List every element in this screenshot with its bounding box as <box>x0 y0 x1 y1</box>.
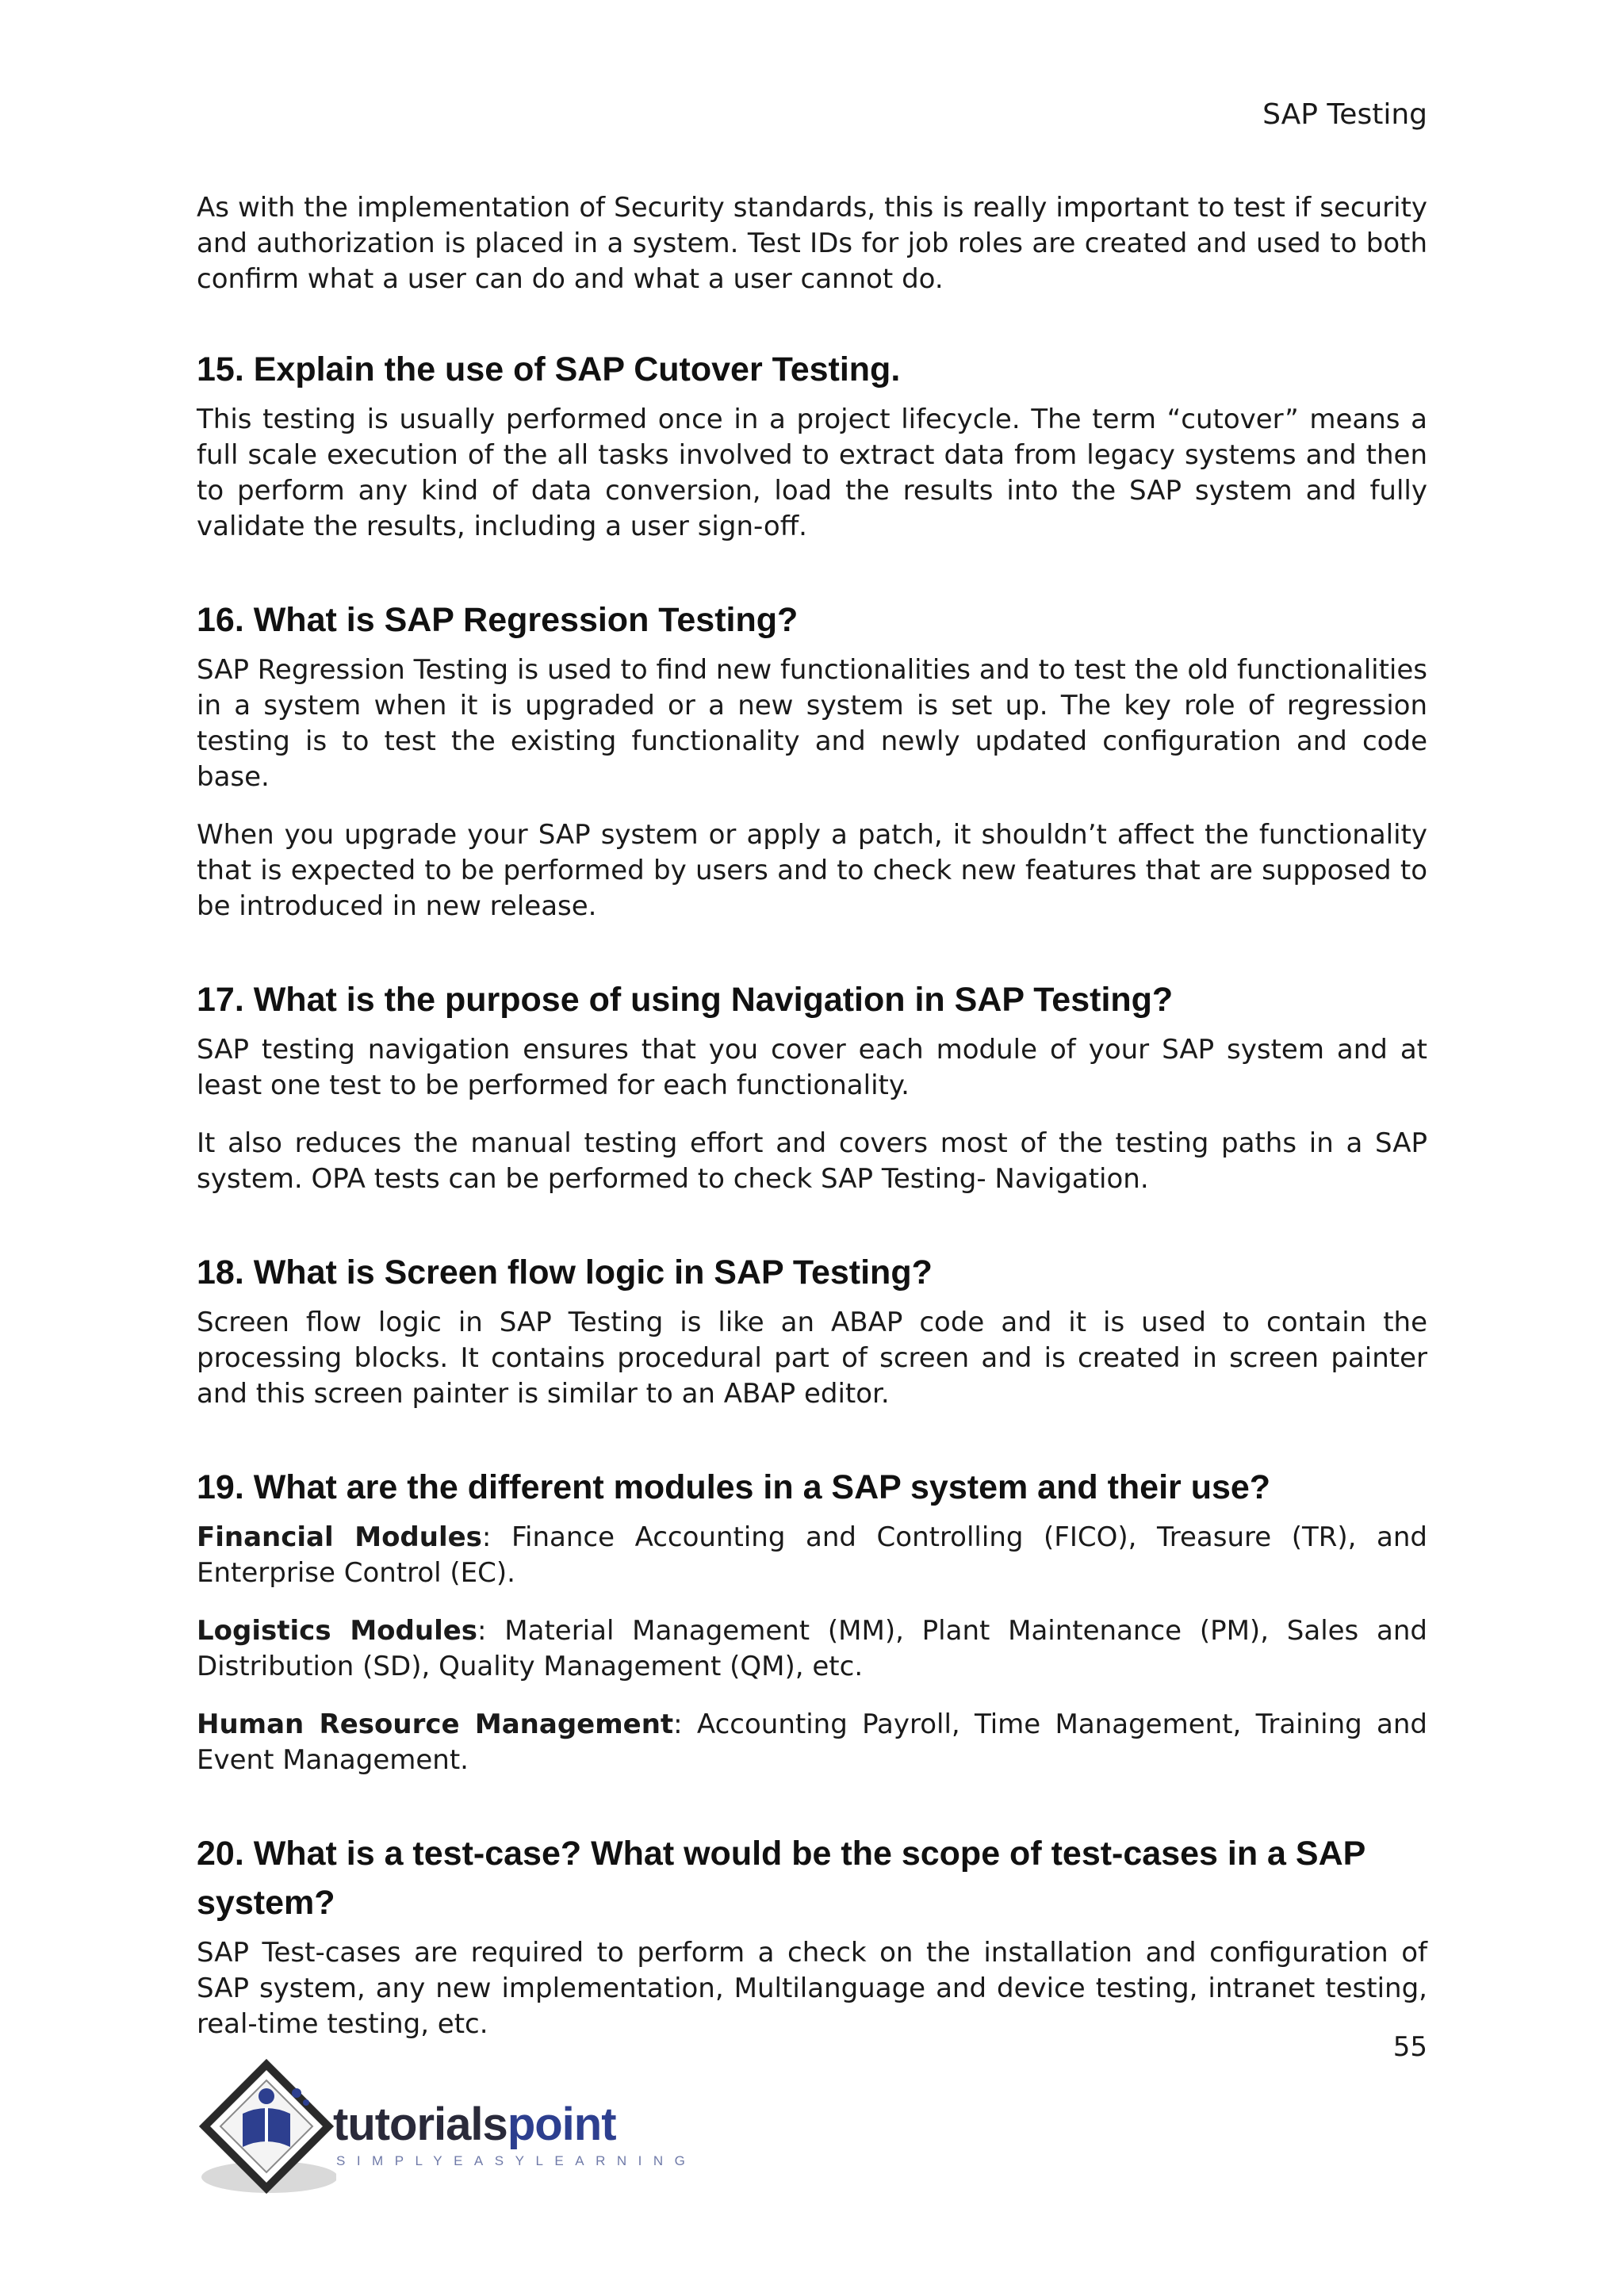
module-description: : Finance Accounting and Controlling (FICO), Treasure (TR), and Enterprise Control (EC). <box>197 1521 1427 1589</box>
logo-mark-icon <box>193 2058 336 2201</box>
section-19 <box>197 1463 1427 1778</box>
section-heading: 20. What is a test-case? What would be the scope of test-cases in a SAP system? <box>197 1835 1365 1922</box>
section-paragraph: SAP Test-cases are required to perform a check on the installation and configuration of SAP system, any new implementation, Multilanguage and device testing, intranet testing, real-time testing, etc. <box>197 1937 1427 2040</box>
section-paragraph: Screen flow logic in SAP Testing is like an ABAP code and it is used to contain the processing blocks. It contains procedural part of screen and is created in screen painter and this screen painter is similar to an ABAP editor. <box>197 1307 1427 1410</box>
running-header: SAP Testing <box>1262 98 1427 131</box>
logo-tagline: SIMPLYEASYLEARNING <box>336 2153 697 2168</box>
section-paragraph: SAP Regression Testing is used to find new functionalities and to test the old functionalities in a system when it is upgraded or a new system is set up. The key role of regression testing is to test the existing functionality and newly updated configuration and code base. <box>197 654 1427 793</box>
intro-paragraph: As with the implementation of Security standards, this is really important to test if security and authorization is placed in a system. Test IDs for job roles are created and used to both confirm what a user can do and what a user cannot do. <box>197 192 1427 295</box>
section-paragraph: It also reduces the manual testing effort and covers most of the testing paths in a SAP system. OPA tests can be performed to check SAP Testing- Navigation. <box>197 1127 1427 1195</box>
module-entry-hr <box>197 1707 1427 1778</box>
module-entry-financial <box>197 1520 1427 1591</box>
module-description: : Accounting Payroll, Time Management, Training and Event Management. <box>197 1709 1427 1776</box>
section-paragraph: When you upgrade your SAP system or apply a patch, it shouldn’t affect the functionality that is expected to be performed by users and to check new features that are supposed to be introduced in new release. <box>197 819 1427 922</box>
section-heading: 19. What are the different modules in a SAP system and their use? <box>197 1468 1271 1506</box>
page-content <box>197 190 1427 2064</box>
section-heading: 18. What is Screen flow logic in SAP Testing? <box>197 1253 933 1292</box>
module-label: Logistics Modules <box>197 1615 478 1647</box>
logo-wordmark: tutorialspoint <box>333 2099 616 2150</box>
tutorialspoint-logo <box>193 2058 697 2201</box>
section-heading: 16. What is SAP Regression Testing? <box>197 601 799 639</box>
module-description: : Material Management (MM), Plant Maintenance (PM), Sales and Distribution (SD), Quality Management (QM), etc. <box>197 1615 1428 1682</box>
section-15 <box>197 345 1427 545</box>
page-number: 55 <box>1392 2031 1427 2063</box>
section-paragraph: SAP testing navigation ensures that you cover each module of your SAP system and at least one test to be performed for each functionality. <box>197 1034 1427 1101</box>
section-heading: 17. What is the purpose of using Navigation in SAP Testing? <box>197 981 1174 1019</box>
section-18 <box>197 1248 1427 1412</box>
section-20 <box>197 1829 1427 2042</box>
module-label: Human Resource Management <box>197 1709 674 1740</box>
section-heading: 15. Explain the use of SAP Cutover Testing. <box>197 350 901 388</box>
section-paragraph: This testing is usually performed once in a project lifecycle. The term “cutover” means a full scale execution of the all tasks involved to extract data from legacy systems and then to perform any kind of data conversion, load the results into the SAP system and fully validate the results, including a user sign-off. <box>197 404 1427 542</box>
section-16 <box>197 595 1427 924</box>
module-label: Financial Modules <box>197 1521 482 1553</box>
section-17 <box>197 975 1427 1197</box>
module-entry-logistics <box>197 1613 1427 1685</box>
